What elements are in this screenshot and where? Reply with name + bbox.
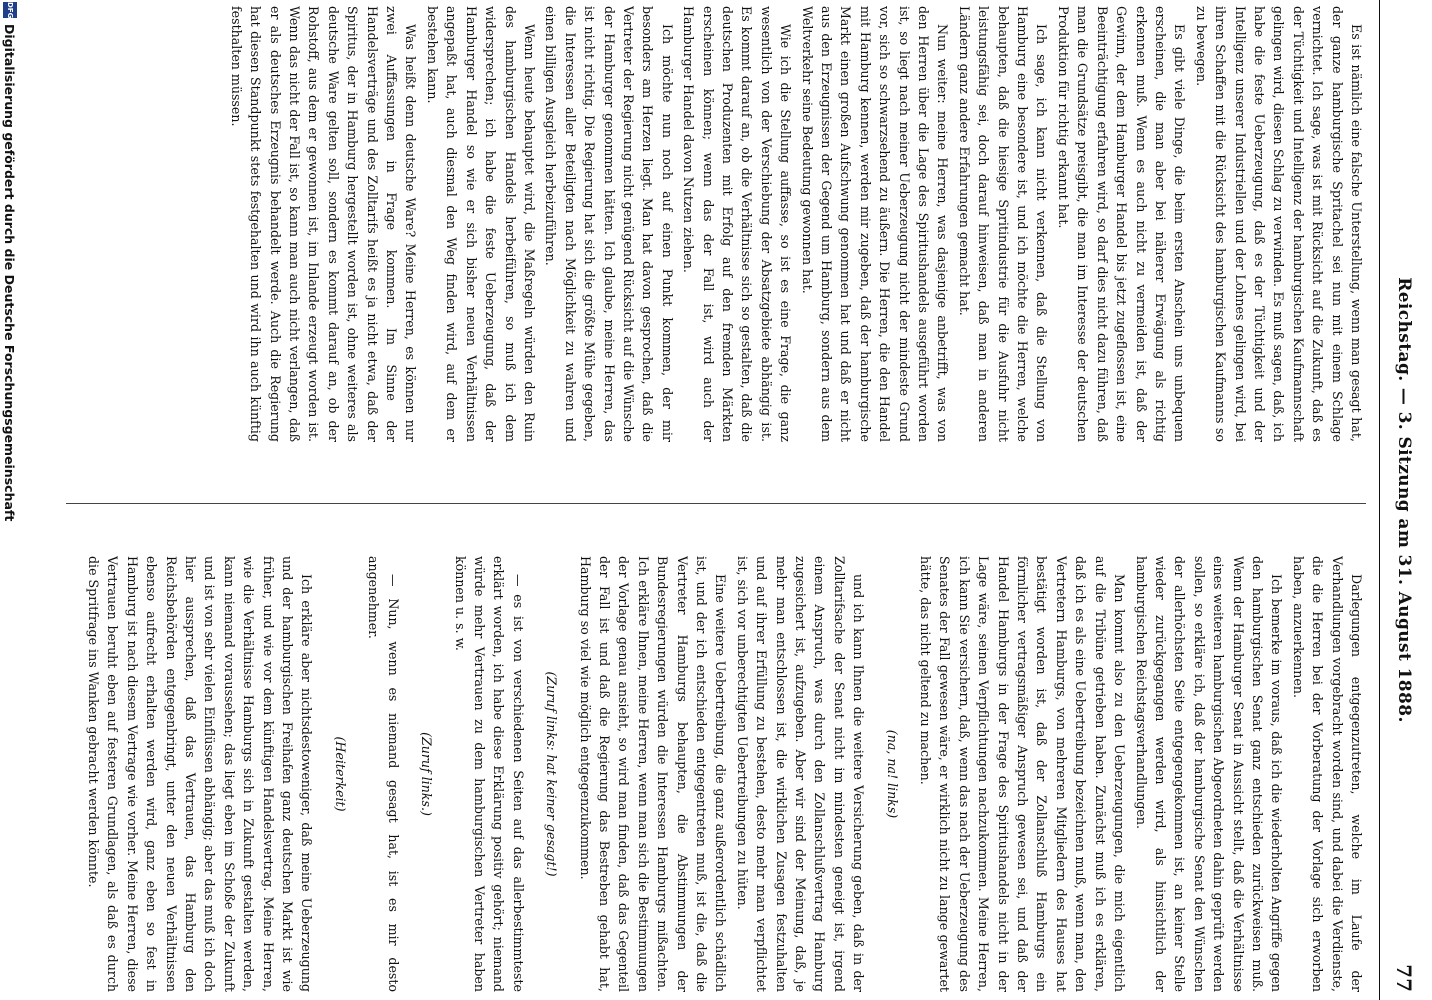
header-rule [1379, 0, 1380, 1000]
text-column-left [36, 6, 1366, 442]
column-divider [66, 503, 1366, 504]
paragraph: Man kommt also zu den Ueberzeugungen, die mich eigentlich auf die Tribüne getrieben haben. Zunächst muß ich es erklären, daß ich es als eine Uebertreibung bezeichnen muß, wenn man, den Vertretern Hamburgs, von mehreren Mitgliedern des Hauses hat bestätigt worden ist, daß der Zollanschluß Hamburgs ein förmlicher vertragsmäßiger Anspruch gewesen sei, und daß der Handel Hamburgs in der Frage des Spiritushandels nicht in der Lage wäre, seinen Verpflichtungen nachzukommen. Meine Herren, ich kann Sie versichern, daß, wenn das nach der Ueberzeugung des Senates der Fall gewesen wäre, er wirklich nicht zu lange gewartet hätte, das nicht geltend zu machen. [918, 556, 1128, 992]
page-number: 77 [1392, 964, 1416, 992]
paragraph: Eine weitere Uebertreibung, die ganz außerordentlich schädlich ist, und der ich entschieden entgegentreten muß, ist die, daß die Vertreter Hamburgs behaupten, die Abstimmungen der Bundesregierungen würden die Interessen Hamburgs mißachten. Ich erkläre Ihnen, meine Herren, wenn man sich die Bestimmungen der Vorlage genau ansieht, so wird man finden, daß das Gegenteil der Fall ist und daß die Regierung das Bestreben gehabt hat, Hamburg so viel wie möglich entgegenzukommen. [577, 556, 729, 992]
paragraph: (na, na! links) [884, 729, 900, 819]
digitization-note: Digitalisierung gefördert durch die Deutsche Forschungsgemeinschaft [2, 24, 17, 522]
paragraph: Was heißt denn deutsche Ware? Meine Herren, es können nur zwei Auffassungen in Frage kommen. Im Sinne der Handelsverträge und des Zolltarifs heißt es ja nicht etwa, daß der Spiritus, der in Hamburg hergestellt worden ist, ohne weiteres als deutsche Ware gelten soll, sondern es kommt darauf an, ob der Rohstoff, aus dem er gewonnen ist, im Inlande erzeugt worden ist. Wenn das nicht der Fall ist, so kann man auch nicht verlangen, daß er als deutsches Erzeugnis behandelt werde. Auch die Regierung hat diesen Standpunkt stets festgehalten und wird ihn auch künftig festhalten müssen. [228, 6, 419, 442]
page-header [1370, 0, 1432, 1000]
paragraph: Ich sage, ich kann nicht verkennen, daß die Stellung von Hamburg eine besondere ist, und ich möchte die Herren, welche behaupten, daß die hiesige Spritindustrie für die Ausfuhr nicht leistungsfähig sei, doch darauf hinweisen, daß man in anderen Ländern ganz andere Erfahrungen gemacht hat. [956, 6, 1050, 442]
paragraph: — Nun, wenn es niemand gesagt hat, ist es mir desto angenehmer. [366, 556, 401, 992]
page-title: Reichstag. — 3. Sitzung am 31. August 1888. [1394, 277, 1414, 723]
paragraph: Es gibt viele Dinge, die beim ersten Anschein uns unbequem erscheinen, die man aber bei näherer Erwägung als richtig erkennen muß. Wenn es auch nicht zu vermeiden ist, daß der Gewinn, der dem Hamburger Handel bis jetzt zugeflossen ist, eine Beeinträchtigung erfahren wird, so darf dies nicht dazu führen, daß man die Grundsätze preisgibt, die man im Interesse der deutschen Produktion für richtig erkannt hat. [1055, 6, 1188, 442]
paragraph: Wenn heute behauptet wird, die Maßregeln würden den Ruin des hamburgischen Handels herbeiführen, so muß ich dem widersprechen; ich habe die feste Ueberzeugung, daß der Hamburger Handel so wie er sich bisher neuen Verhältnissen angepaßt hat, auch diesmal den Weg finden wird, auf dem er bestehen kann. [424, 6, 537, 442]
text-column-right [36, 556, 1366, 992]
dfg-logo: DFG [3, 2, 17, 18]
paragraph: (Zuruf links.) [419, 732, 435, 816]
paragraph: Nun weiter: meine Herren, was dasjenige anbetrifft, was von den Herren über die Lage des Spiritushandels ausgeführt worden ist, so liegt nach meiner Ueberzeugung nicht der mindeste Grund vor, sich so schwarzsehend zu äußern. Die Herren, die den Handel mit Hamburg kennen, werden mir zugeben, daß der hamburgische Markt einen großen Aufschwung genommen hat und daß er nicht aus den Erzeugnissen der Gegend um Hamburg, sondern aus dem Weltverkehr seine Bedeutung gewonnen hat. [799, 6, 951, 442]
paragraph: Ich möchte nun noch auf einen Punkt kommen, der mir besonders am Herzen liegt. Man hat davon gesprochen, daß die Vertreter der Regierung nicht genügend Rücksicht auf die Wünsche der Hamburger genommen hätten. Ich glaube, meine Herren, das ist nicht richtig. Die Regierung hat sich die größte Mühe gegeben, die Interessen aller Beteiligten nach Möglichkeit zu wahren und einen billigen Ausgleich herbeizuführen. [543, 6, 675, 442]
paragraph: Ich erkläre aber nichtsdestoweniger, daß meine Ueberzeugung und der hamburgischen Freihafen ganz deutschen Markt ist wie früher, und wie vor dem künftigen Handelsvertrag. Meine Herren, wie die Verhältnisse Hamburgs sich in Zukunft gestalten werden, kann niemand voraussehen; das liegt eben im Schoße der Zukunft und ist von sehr vielen Einflüssen abhängig; aber das muß ich doch hier aussprechen, daß das Vertrauen, das Hamburg den Reichsbehörden entgegenbringt, unter den neuen Verhältnissen ebenso aufrecht erhalten werden wird, ganz eben so fest in Hamburg ist nach diesem Vertrage wie vorher. Meine Herren, diese Vertrauen beruht eben auf festeren Grundlagen, als daß es durch die Spritfrage ins Wanken gebracht werden könnte. [86, 556, 315, 992]
paragraph: Darlegungen entgegenzutreten, welche im Laufe der Verhandlungen vorgebracht worden sind, und dabei die Verdienste, die die Herren bei der Vorberatung der Vorlage sich erworben haben, anzuerkennen. [1290, 556, 1364, 992]
paragraph: (Zuruf links: hat keiner gesagt!) [544, 671, 560, 877]
paragraph: Es ist nämlich eine falsche Unterstellung, wenn man gesagt hat, der ganze hamburgische Spritachel sei nun mit einem Schlage vernichtet. Ich sage, was ist mit Rücksicht auf die Zukunft, daß es der Tüchtigkeit und Intelligenz der hamburgischen Kaufmannschaft gelingen wird, diesen Schlag zu verwinden. Es muß sagen, daß, ich habe die feste Ueberzeugung, daß es der Tüchtigkeit und der Intelligenz unserer Industriellen und der Lohnes gelingen wird, bei ihren Schaffen mit die Rücksicht des hamburgischen Kaufmanns so zu bewegen. [1193, 6, 1364, 442]
footer-band [0, 0, 20, 1000]
paragraph: Wie ich die Stellung auffasse, so ist es eine Frage, die ganz wesentlich von der Verschiebung der Absatzgebiete abhängig ist. Es kommt darauf an, ob die Verhältnisse sich so gestalten, daß die deutschen Produzenten mit Erfolg auf den fremden Märkten erscheinen können; wenn das der Fall ist, wird auch der Hamburger Handel davon Nutzen ziehen. [681, 6, 794, 442]
paragraph: — es ist von verschiedenen Seiten auf das allerbestimmteste erklärt worden, ich habe diese Erklärung positiv gehört; niemand würde mehr Vertrauen zu dem hamburgischen Vertreter haben können u. s. w. [452, 556, 526, 992]
paragraph: und ich kann Ihnen die weitere Versicherung geben, daß in der Zolltarifsache der Senat nicht im mindesten geneigt ist, irgend einem Anspruch, was durch den Zollanschlußvertrag Hamburg zugesichert ist, aufzugeben. Aber wir sind der Meinung, daß, je mehr man entschlossen ist, die wirklichen Zusagen festzuhalten und auf ihrer Erfüllung zu bestehen, desto mehr man verpflichtet ist, sich vor unberechtigten Uebertreibungen zu hüten. [734, 556, 867, 992]
paragraph: Ich bemerke im voraus, daß ich die wiederholten Angriffe gegen den hamburgischen Senat ganz entschieden zurückweisen muß. Wenn der Hamburger Senat in Aussicht stellt, daß die Verhältnisse eines weiteren hamburgischen Abgeordneten dahin geprüft werden sollen, so erkläre ich, daß der hamburgische Senat den Wünschen der allerhöchsten Seite entgegengekommen ist, an keiner Stelle wieder zurückgegangen werden wird, als hinsichtlich der hamburgischen Reichstagsverhandlungen. [1133, 556, 1285, 992]
paragraph: (Heiterkeit) [332, 736, 348, 812]
